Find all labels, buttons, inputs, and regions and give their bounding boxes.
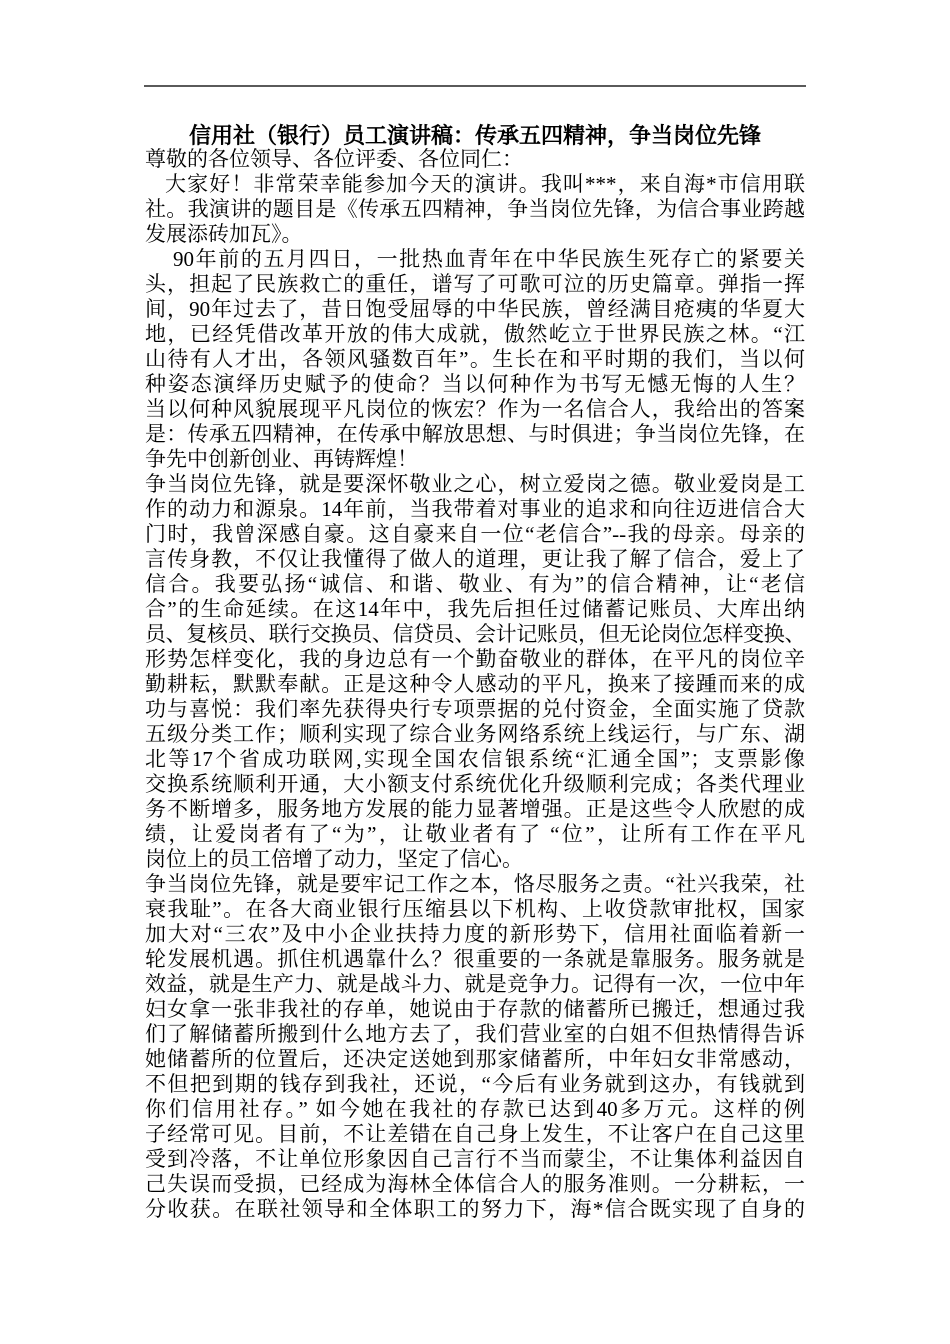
text-line: 言传身教，不仅让我懂得了做人的道理，更让我了解了信合，爱上了 bbox=[145, 547, 805, 571]
text-line: 妇女拿一张非我社的存单，她说由于存款的储蓄所已搬迁，想通过我 bbox=[145, 997, 805, 1021]
text-line: 当以何种风貌展现平凡岗位的恢宏？作为一名信合人，我给出的答案 bbox=[145, 397, 805, 421]
text-line: 她储蓄所的位置后，还决定送她到那家储蓄所，中年妇女非常感动， bbox=[145, 1047, 805, 1071]
text-line: 山待有人才出，各领风骚数百年”。生长在和平时期的我们，当以何 bbox=[145, 347, 805, 371]
text-line: 发展添砖加瓦》。 bbox=[145, 222, 303, 246]
text-line: 不但把到期的钱存到我社，还说，“今后有业务就到这办，有钱就到 bbox=[145, 1072, 805, 1096]
text-line: 衰我耻”。在各大商业银行压缩县以下机构、上收贷款审批权，国家 bbox=[145, 897, 805, 921]
paragraph-may-fourth-history bbox=[145, 247, 805, 472]
text-line: 地，已经凭借改革开放的伟大成就，傲然屹立于世界民族之林。“江 bbox=[145, 322, 805, 346]
text-line: 北等17个省成功联网,实现全国农信银系统“汇通全国”；支票影像 bbox=[145, 747, 805, 771]
paragraph-introduction bbox=[145, 172, 805, 247]
document-title: 信用社（银行）员工演讲稿：传承五四精神，争当岗位先锋 bbox=[188, 124, 761, 149]
text-line: 五级分类工作；顺利实现了综合业务网络系统上线运行，与广东、湖 bbox=[145, 722, 805, 746]
text-line: 务不断增多，服务地方发展的能力显著增强。正是这些令人欣慰的成 bbox=[145, 797, 805, 821]
text-line: 作的动力和源泉。14年前，当我带着对事业的追求和向往迈进信合大 bbox=[145, 497, 805, 521]
text-line: 轮发展机遇。抓住机遇靠什么？很重要的一条就是靠服务。服务就是 bbox=[145, 947, 805, 971]
text-line: 争先中创新创业、再铸辉煌！ bbox=[145, 447, 418, 471]
text-line: 交换系统顺利开通，大小额支付系统优化升级顺利完成；各类代理业 bbox=[145, 772, 805, 796]
text-line: 信合。我要弘扬“诚信、和谐、敬业、有为”的信合精神，让“老信 bbox=[145, 572, 805, 596]
text-line: 效益，就是生产力、就是战斗力、就是竞争力。记得有一次，一位中年 bbox=[145, 972, 805, 996]
header-rule bbox=[144, 85, 806, 87]
text-line: 子经常可见。目前，不让差错在自己身上发生，不让客户在自己这里 bbox=[145, 1122, 805, 1146]
text-line: 大家好！非常荣幸能参加今天的演讲。我叫***，来自海*市信用联 bbox=[165, 172, 805, 196]
text-line: 种姿态演绎历史赋予的使命？当以何种作为书写无憾无悔的人生？ bbox=[145, 372, 805, 396]
text-line: 加大对“三农”及中小企业扶持力度的新形势下，信用社面临着新一 bbox=[145, 922, 805, 946]
text-line: 勤耕耘，默默奉献。正是这种令人感动的平凡，换来了接踵而来的成 bbox=[145, 672, 805, 696]
text-line: 们了解储蓄所搬到什么地方去了，我们营业室的白姐不但热情得告诉 bbox=[145, 1022, 805, 1046]
text-line: 受到冷落，不让单位形象因自己言行不当而蒙尘，不让集体利益因自 bbox=[145, 1147, 805, 1171]
text-line: 绩，让爱岗者有了“为”，让敬业者有了 “位”，让所有工作在平凡 bbox=[145, 822, 805, 846]
text-line: 合”的生命延续。在这14年中，我先后担任过储蓄记账员、大库出纳 bbox=[145, 597, 805, 621]
text-line: 岗位上的员工倍增了动力，坚定了信心。 bbox=[145, 847, 523, 871]
text-line: 员、复核员、联行交换员、信贷员、会计记账员，但无论岗位怎样变换、 bbox=[145, 622, 805, 646]
text-line: 门时，我曾深感自豪。这自豪来自一位“老信合”--我的母亲。母亲的 bbox=[145, 522, 805, 546]
text-line: 争当岗位先锋，就是要牢记工作之本，恪尽服务之责。“社兴我荣，社 bbox=[145, 872, 805, 896]
text-line: 形势怎样变化，我的身边总有一个勤奋敬业的群体，在平凡的岗位辛 bbox=[145, 647, 805, 671]
text-line: 尊敬的各位领导、各位评委、各位同仁： bbox=[145, 147, 523, 171]
text-line: 你们信用社存。” 如今她在我社的存款已达到40多万元。这样的例 bbox=[145, 1097, 805, 1121]
text-line: 头，担起了民族救亡的重任，谱写了可歌可泣的历史篇章。弹指一挥 bbox=[145, 272, 805, 296]
paragraph-dedication bbox=[145, 472, 805, 872]
document-body bbox=[145, 147, 805, 1222]
text-line: 社。我演讲的题目是《传承五四精神，争当岗位先锋，为信合事业跨越 bbox=[145, 197, 805, 221]
text-line: 是：传承五四精神，在传承中解放思想、与时俱进；争当岗位先锋，在 bbox=[145, 422, 805, 446]
paragraph-service bbox=[145, 872, 805, 1222]
text-line: 己失误而受损，已经成为海林全体信合人的服务准则。一分耕耘，一 bbox=[145, 1172, 805, 1196]
paragraph-salutation bbox=[145, 147, 805, 172]
text-line: 90年前的五月四日，一批热血青年在中华民族生死存亡的紧要关 bbox=[173, 247, 805, 271]
text-line: 分收获。在联社领导和全体职工的努力下，海*信合既实现了自身的 bbox=[145, 1197, 805, 1221]
text-line: 间，90年过去了，昔日饱受屈辱的中华民族，曾经满目疮痍的华夏大 bbox=[145, 297, 805, 321]
text-line: 功与喜悦：我们率先获得央行专项票据的兑付资金，全面实施了贷款 bbox=[145, 697, 805, 721]
text-line: 争当岗位先锋，就是要深怀敬业之心，树立爱岗之德。敬业爱岗是工 bbox=[145, 472, 805, 496]
